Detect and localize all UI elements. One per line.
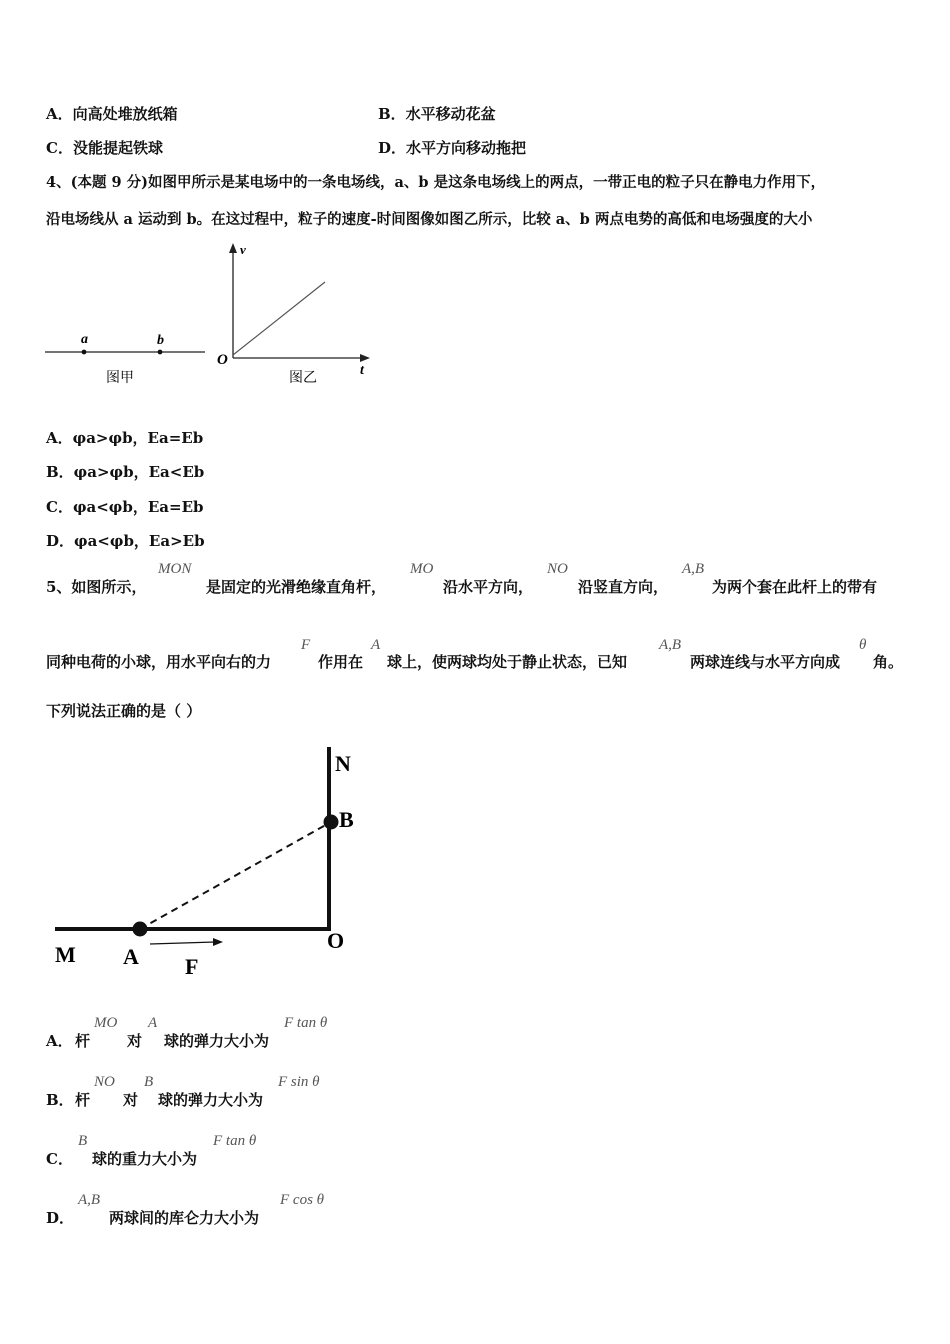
- q5-text-1c: 沿水平方向，: [443, 578, 534, 596]
- q5-text-1a: 5、如图所示，: [46, 578, 147, 596]
- q5-option-a-pre: 杆: [75, 1032, 91, 1050]
- point-b-label: b: [157, 333, 164, 348]
- ab-dashed-line: [140, 822, 331, 929]
- fig-yi-caption: 图乙: [289, 371, 317, 386]
- q4-option-a: A．φa>φb，Ea=Eb: [46, 429, 204, 447]
- q5-option-a-mid: 对: [127, 1032, 143, 1050]
- q5-math-theta: θ: [859, 637, 867, 653]
- q5-option-c-m3: F tan θ: [213, 1133, 257, 1149]
- q5-option-b-label: B．: [46, 1091, 74, 1109]
- q5-option-a-label: A．: [46, 1032, 73, 1050]
- q5-math-f: F: [301, 637, 311, 653]
- figure-yi: [212, 240, 382, 390]
- q5-option-a-post: 球的弹力大小为: [164, 1032, 270, 1050]
- q5-option-c-m2: B: [78, 1133, 88, 1149]
- label-b: B: [339, 807, 354, 832]
- q5-option-c-label: C．: [46, 1150, 73, 1168]
- label-o: O: [327, 928, 345, 953]
- q3-option-b: B．水平移动花盆: [378, 105, 496, 123]
- ball-b: [324, 815, 339, 830]
- t-axis-arrow: [360, 354, 370, 362]
- q5-math-mo: MO: [410, 561, 434, 577]
- q4-option-b: B．φa>φb，Ea<Eb: [46, 463, 205, 481]
- q5-option-b-mid: 对: [123, 1091, 139, 1109]
- point-a-label: a: [81, 332, 88, 347]
- q5-text-1e: 为两个套在此杆上的带有: [712, 578, 878, 596]
- q5-text-1b: 是固定的光滑绝缘直角杆，: [206, 578, 387, 596]
- point-b-dot: [158, 350, 163, 355]
- q5-text-2e: 角。: [873, 653, 904, 671]
- q5-option-d-m2: A,B: [78, 1192, 101, 1208]
- q5-option-a-m2: A: [148, 1015, 158, 1031]
- q5-text-2b: 作用在: [318, 653, 364, 671]
- q5-option-b-m3: F sin θ: [278, 1074, 320, 1090]
- fig-jia-caption: 图甲: [106, 371, 134, 386]
- q5-math-ab-2: A,B: [659, 637, 682, 653]
- axis-v-label: v: [240, 242, 246, 257]
- v-axis-arrow: [229, 243, 237, 253]
- q5-math-a: A: [371, 637, 381, 653]
- figure-jia: [40, 322, 215, 392]
- q5-text-2d: 两球连线与水平方向成: [690, 653, 841, 671]
- q5-text-1d: 沿竖直方向，: [578, 578, 669, 596]
- q5-option-d-label: D．: [46, 1209, 75, 1227]
- force-f-arrow-line: [150, 942, 215, 944]
- point-a-dot: [82, 350, 87, 355]
- q5-option-d-post: 两球间的库仑力大小为: [109, 1209, 260, 1227]
- q5-text-3: 下列说法正确的是（ ）: [46, 702, 202, 720]
- q3-option-c: C．没能提起铁球: [46, 139, 163, 157]
- q3-option-a: A．向高处堆放纸箱: [46, 105, 178, 123]
- q5-text-2a: 同种电荷的小球，用水平向右的力: [46, 653, 272, 671]
- q5-option-d-m3: F cos θ: [280, 1192, 325, 1208]
- q5-math-no: NO: [547, 561, 568, 577]
- origin-label: O: [217, 352, 228, 368]
- q4-stem-line1: 4、(本题 9 分)如图甲所示是某电场中的一条电场线，a、b 是这条电场线上的两点，一带正电的粒子只在静电力作用下，: [46, 174, 826, 191]
- q5-option-a-m1: MO: [94, 1015, 118, 1031]
- q5-text-2c: 球上，使两球均处于静止状态，已知: [387, 653, 628, 671]
- label-f: F: [185, 954, 199, 979]
- axis-t-label: t: [360, 363, 364, 378]
- q5-math-mon: MON: [158, 561, 192, 577]
- q5-option-b-post: 球的弹力大小为: [158, 1091, 264, 1109]
- ball-a: [133, 922, 148, 937]
- q5-math-ab: A,B: [682, 561, 705, 577]
- q5-option-a-m3: F tan θ: [284, 1015, 328, 1031]
- force-f-arrowhead: [213, 938, 223, 946]
- label-a: A: [123, 944, 139, 969]
- q4-option-c: C．φa<φb，Ea=Eb: [46, 498, 204, 516]
- q3-option-d: D．水平方向移动拖把: [378, 139, 527, 157]
- q5-option-b-m2: B: [144, 1074, 154, 1090]
- velocity-line: [233, 282, 325, 355]
- q5-option-b-m1: NO: [94, 1074, 115, 1090]
- q5-figure: [45, 740, 375, 985]
- label-m: M: [55, 942, 76, 967]
- q4-stem-line2: 沿电场线从 a 运动到 b。在这过程中，粒子的速度-时间图像如图乙所示，比较 a、b 两点电势的高低和电场强度的大小: [46, 211, 813, 228]
- q5-option-b-pre: 杆: [75, 1091, 91, 1109]
- q5-option-c-post: 球的重力大小为: [92, 1150, 198, 1168]
- q4-option-d: D．φa<φb，Ea>Eb: [46, 532, 205, 550]
- label-n: N: [335, 751, 351, 776]
